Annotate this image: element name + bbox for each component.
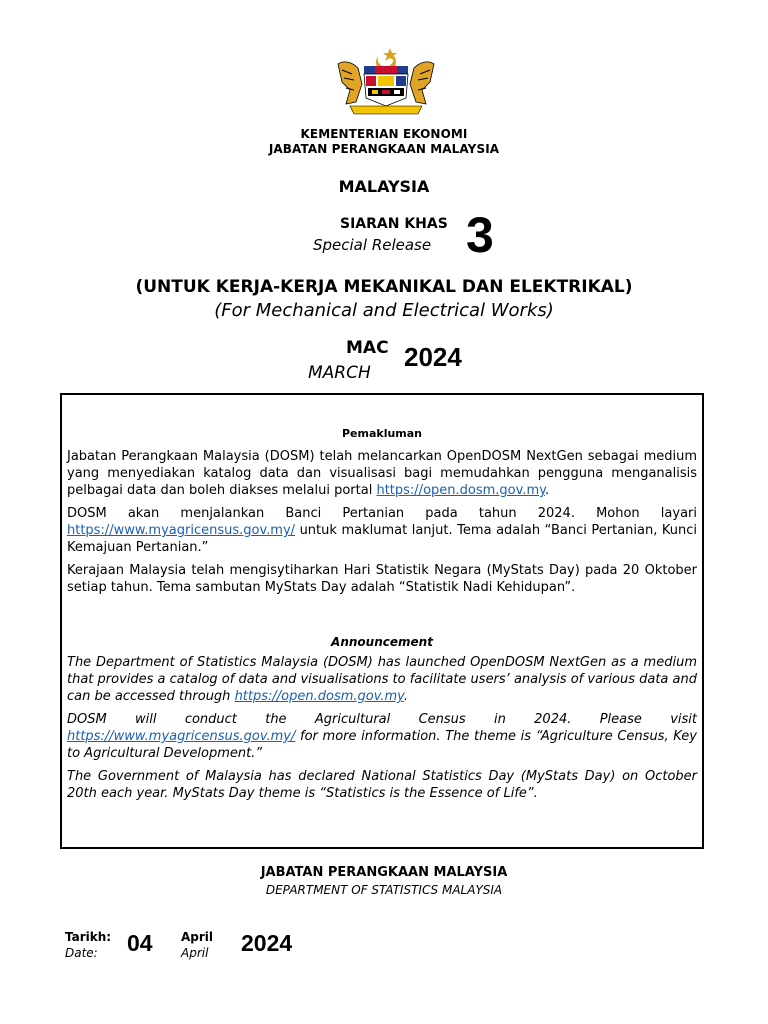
date-day: 04	[127, 930, 153, 956]
release-number: 3	[466, 207, 494, 263]
agricensus-link[interactable]: https://www.myagricensus.gov.my/	[67, 523, 296, 538]
paragraph-text: The Department of Statistics Malaysia (DOSM) has launched OpenDOSM NextGen as a medium that provides a catalog of data and visualisations to facilitate users’ analysis of various data and can be accessed through	[67, 655, 697, 704]
date-month-my: April	[181, 930, 214, 944]
period-month-my: MAC	[346, 338, 389, 358]
paragraph-text-end: .	[403, 689, 408, 704]
subtitle-my: (UNTUK KERJA-KERJA MEKANIKAL DAN ELEKTRIKAL)	[135, 277, 633, 297]
date-year: 2024	[241, 930, 293, 956]
paragraph-text-end: .	[544, 483, 550, 498]
date-month-en: April	[181, 946, 209, 960]
paragraph-text: DOSM akan menjalankan Banci Pertanian pada tahun 2024. Mohon layari	[67, 506, 697, 521]
period-month-en: MARCH	[308, 363, 371, 383]
period-year: 2024	[404, 342, 462, 372]
paragraph-text-end: for more information. The theme is “Agriculture Census, Key to Agricultural Development.”	[67, 729, 697, 761]
opendosm-link[interactable]: https://open.dosm.gov.my	[376, 483, 545, 498]
announcement-heading-my: Pemakluman	[341, 427, 423, 440]
coat-of-arms-emblem	[332, 44, 440, 120]
date-label-my: Tarikh:	[65, 930, 112, 944]
paragraph-text: Jabatan Perangkaan Malaysia (DOSM) telah melancarkan OpenDOSM NextGen sebagai medium yang menyediakan katalog data dan visualisasi bagi memudahkan pengguna menganalisis pelbagai data dan boleh diakses melalui portal	[67, 449, 697, 498]
ministry-name: KEMENTERIAN EKONOMI	[300, 127, 468, 141]
announcement-paragraph-my-2	[67, 505, 697, 556]
opendosm-link[interactable]: https://open.dosm.gov.my	[234, 689, 404, 704]
announcement-box	[60, 393, 704, 849]
announcement-paragraph-my-1	[67, 448, 697, 499]
release-label-en: Special Release	[313, 236, 432, 254]
department-name: JABATAN PERANGKAAN MALAYSIA	[268, 142, 500, 156]
announcement-paragraph-my-3: Kerajaan Malaysia telah mengisytiharkan Hari Statistik Negara (MyStats Day) pada 20 Oktober setiap tahun. Tema sambutan MyStats Day adalah “Statistik Nadi Kehidupan”.	[67, 563, 697, 595]
announcement-paragraph-en-3: The Government of Malaysia has declared National Statistics Day (MyStats Day) on October 20th each year. MyStats Day theme is “Statistics is the Essence of Life”.	[67, 769, 697, 801]
release-label-my: SIARAN KHAS	[340, 216, 448, 232]
date-label-en: Date:	[65, 946, 98, 960]
paragraph-text: DOSM will conduct the Agricultural Census in 2024. Please visit	[67, 712, 697, 727]
footer-department-en: DEPARTMENT OF STATISTICS MALAYSIA	[265, 883, 503, 897]
agricensus-link[interactable]: https://www.myagricensus.gov.my/	[67, 729, 296, 744]
announcement-heading-en: Announcement	[331, 635, 433, 649]
footer-department-my: JABATAN PERANGKAAN MALAYSIA	[260, 865, 508, 880]
country-title: MALAYSIA	[338, 177, 430, 196]
announcement-paragraph-en-1	[67, 654, 697, 705]
announcement-paragraph-en-2	[67, 711, 697, 762]
paragraph-text-end: untuk maklumat lanjut. Tema adalah “Banci Pertanian, Kunci Kemajuan Pertanian.”	[67, 523, 697, 555]
subtitle-en: (For Mechanical and Electrical Works)	[214, 300, 554, 321]
ministry-header	[0, 127, 768, 157]
